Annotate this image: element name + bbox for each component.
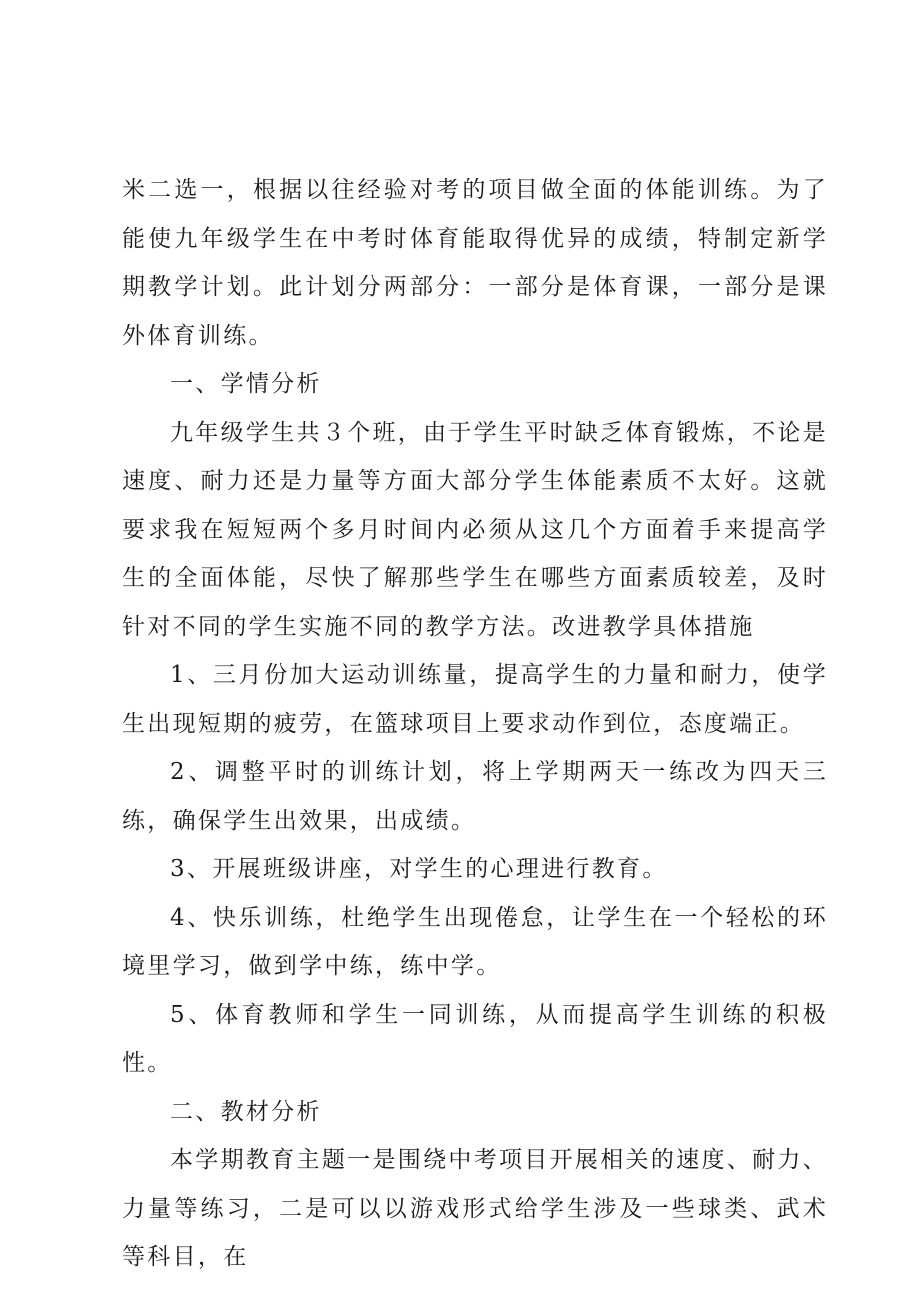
paragraph-measure-4: 4、快乐训练，杜绝学生出现倦怠，让学生在一个轻松的环境里学习，做到学中练，练中学。 (122, 904, 828, 979)
section-heading-learning-analysis: 一、学情分析 (170, 371, 322, 397)
paragraph-measure-1: 1、三月份加大运动训练量，提高学生的力量和耐力，使学生出现短期的疲劳，在篮球项目上要求动作到位，态度端正。 (122, 662, 828, 737)
paragraph-learning-analysis: 九年级学生共３个班，由于学生平时缺乏体育锻炼，不论是速度、耐力还是力量等方面大部分学生体能素质不太好。这就要求我在短短两个多月时间内必须从这几个方面着手来提高学生的全面体能，尽快了解那些学生在哪些方面素质较差，及时针对不同的学生实施不同的教学方法。改进教学具体措施 (122, 419, 828, 640)
paragraph-measure-3: 3、开展班级讲座，对学生的心理进行教育。 (170, 856, 668, 882)
paragraph-measure-2: 2、调整平时的训练计划，将上学期两天一练改为四天三练，确保学生出效果，出成绩。 (122, 759, 828, 834)
section-heading-material-analysis: 二、教材分析 (170, 1098, 322, 1125)
paragraph-material-analysis: 本学期教育主题一是围绕中考项目开展相关的速度、耐力、力量等练习，二是可以以游戏形式给学生涉及一些球类、武术等科目，在 (122, 1147, 828, 1270)
paragraph-measure-5: 5、体育教师和学生一同训练，从而提高学生训练的积极性。 (122, 1001, 828, 1076)
paragraph-intro: 米二选一，根据以往经验对考的项目做全面的体能训练。为了能使九年级学生在中考时体育能取得优异的成绩，特制定新学期教学计划。此计划分两部分：一部分是体育课，一部分是课外体育训练。 (122, 177, 828, 349)
document-body (122, 166, 828, 1282)
